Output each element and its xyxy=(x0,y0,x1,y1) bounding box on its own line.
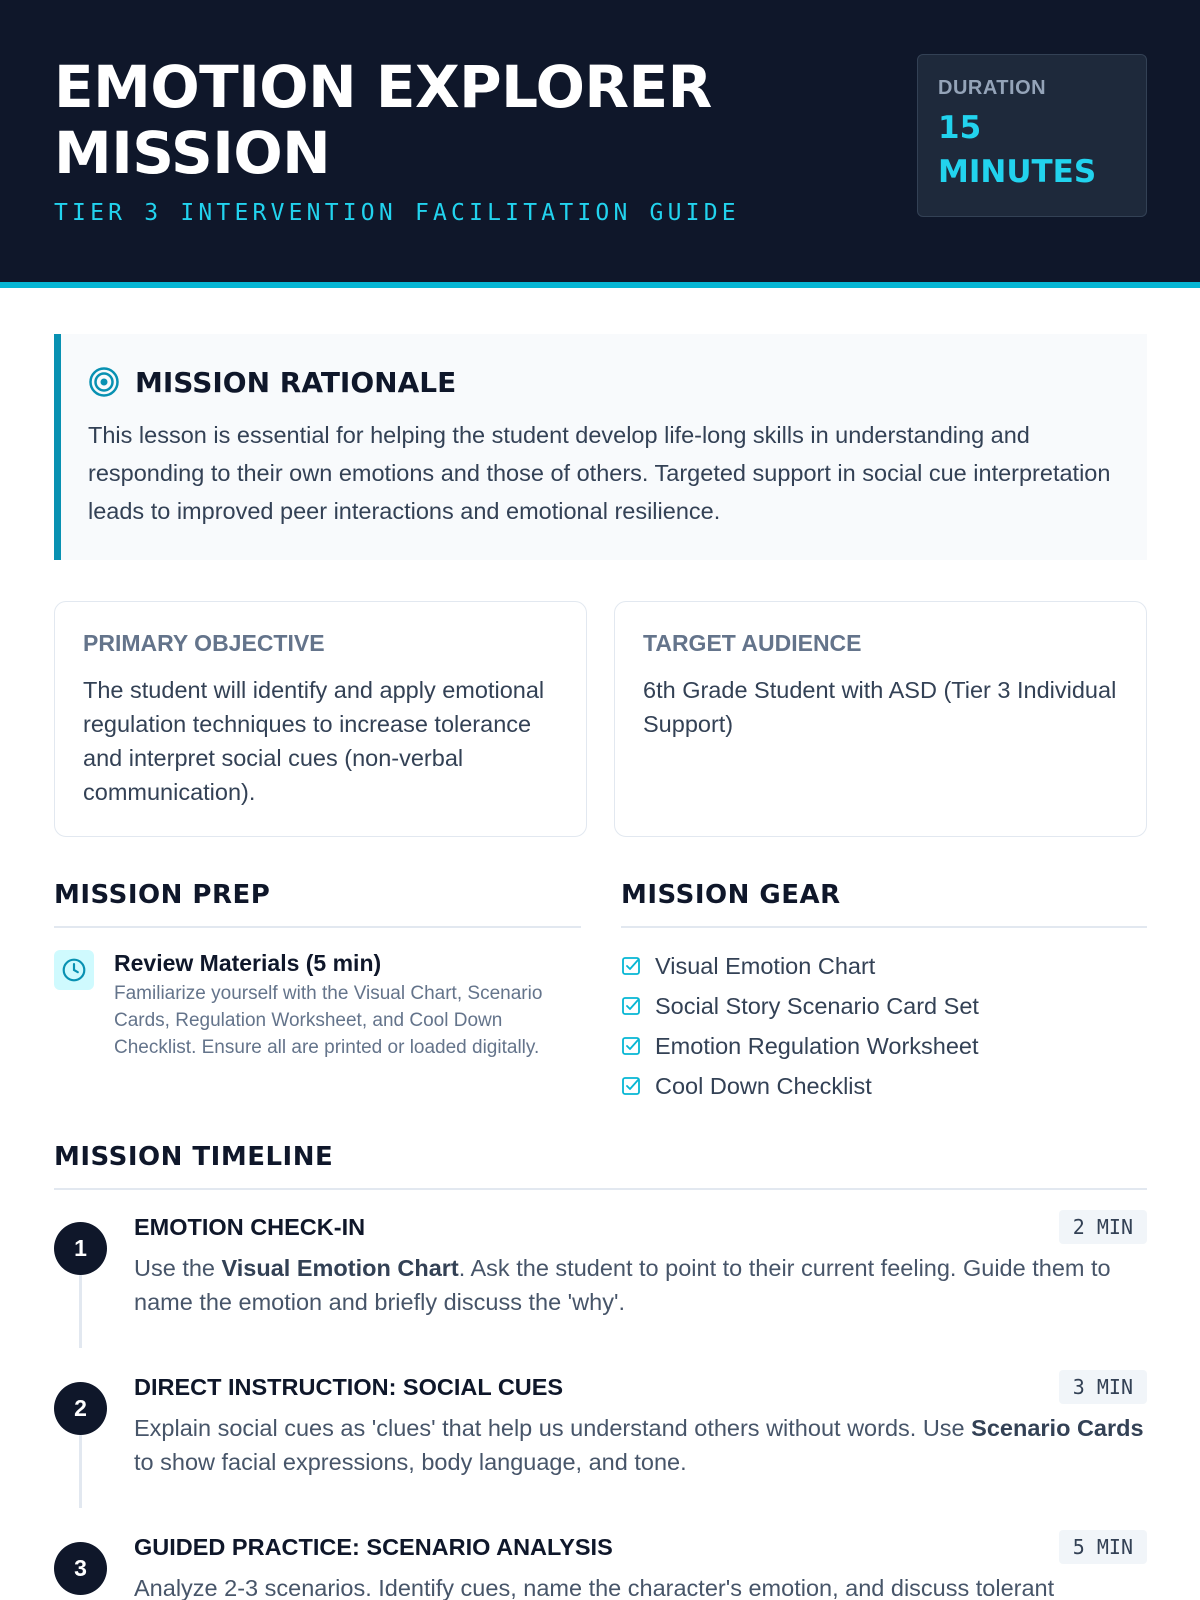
target-audience-card xyxy=(614,601,1147,837)
step-title: DIRECT INSTRUCTION: SOCIAL CUES xyxy=(134,1374,564,1400)
step-time-badge: 2 MIN xyxy=(1059,1210,1147,1244)
gear-item xyxy=(621,986,1147,1026)
step-number: 1 xyxy=(54,1222,107,1275)
gear-item-label: Emotion Regulation Worksheet xyxy=(655,1032,979,1059)
clock-icon-box xyxy=(54,950,94,990)
page-title: EMOTION EXPLORER MISSION xyxy=(54,53,712,187)
page-header xyxy=(0,0,1200,288)
step-text xyxy=(134,1251,1147,1319)
check-square-icon xyxy=(621,956,641,976)
objective-text: The student will identify and apply emotional regulation techniques to increase tolerance and interpret social cues (non-verbal communication). xyxy=(83,677,545,805)
step-time-badge: 5 MIN xyxy=(1059,1530,1147,1564)
timeline-step xyxy=(54,1372,1147,1502)
timeline-connector xyxy=(79,1435,82,1508)
duration-box xyxy=(917,54,1147,217)
check-square-icon xyxy=(621,1076,641,1096)
step-title: EMOTION CHECK-IN xyxy=(134,1214,366,1240)
target-icon xyxy=(88,366,120,398)
duration-label: DURATION xyxy=(938,77,1047,99)
step-number: 2 xyxy=(54,1382,107,1435)
prep-body xyxy=(114,950,581,1061)
step-number: 3 xyxy=(54,1542,107,1595)
prep-item-text: Familiarize yourself with the Visual Chart, Scenario Cards, Regulation Worksheet, and Cool Down Checklist. Ensure all are printed or loaded digitally. xyxy=(114,983,543,1058)
mission-rationale xyxy=(54,334,1147,560)
audience-text: 6th Grade Student with ASD (Tier 3 Individual Support) xyxy=(643,677,1117,737)
step-text-bold: Scenario Cards xyxy=(971,1415,1144,1441)
rationale-header xyxy=(88,362,1115,402)
gear-item xyxy=(621,1066,1147,1106)
step-time-badge: 3 MIN xyxy=(1059,1370,1147,1404)
step-text-part: Explain social cues as 'clues' that help us understand others without words. Use xyxy=(134,1415,972,1441)
gear-item xyxy=(621,946,1147,986)
duration-value: 15 MINUTES xyxy=(938,110,1097,190)
step-text-part: to show facial expressions, body language, and tone. xyxy=(134,1449,687,1475)
objective-label: PRIMARY OBJECTIVE xyxy=(83,630,325,656)
step-text xyxy=(134,1571,1147,1600)
step-text xyxy=(134,1411,1147,1479)
gear-item-label: Social Story Scenario Card Set xyxy=(655,992,979,1019)
step-text-bold: Visual Emotion Chart xyxy=(221,1255,459,1281)
mission-gear-title: MISSION GEAR xyxy=(621,880,1147,928)
audience-label: TARGET AUDIENCE xyxy=(643,630,862,656)
primary-objective-card xyxy=(54,601,587,837)
mission-timeline-title: MISSION TIMELINE xyxy=(54,1142,1147,1190)
timeline-step xyxy=(54,1212,1147,1342)
check-square-icon xyxy=(621,996,641,1016)
prep-item-title: Review Materials (5 min) xyxy=(114,950,382,976)
rationale-text: This lesson is essential for helping the student develop life-long skills in understanding and responding to their own emotions and those of others. Targeted support in social cue interpretation leads to improved peer interactions and emotional resilience. xyxy=(88,422,1111,524)
step-text-part: Use the xyxy=(134,1255,222,1281)
timeline-connector xyxy=(79,1275,82,1348)
timeline-step xyxy=(54,1532,1147,1600)
gear-item-label: Visual Emotion Chart xyxy=(655,952,876,979)
gear-list xyxy=(621,946,1147,1106)
step-title: GUIDED PRACTICE: SCENARIO ANALYSIS xyxy=(134,1534,613,1560)
page-subtitle: TIER 3 INTERVENTION FACILITATION GUIDE xyxy=(54,200,740,226)
gear-item xyxy=(621,1026,1147,1066)
rationale-title: MISSION RATIONALE xyxy=(135,365,457,399)
prep-item xyxy=(54,950,581,1061)
step-text-part: Analyze 2-3 scenarios. Identify cues, name the character's emotion, and discuss tolerant xyxy=(134,1575,1055,1600)
gear-item-label: Cool Down Checklist xyxy=(655,1072,872,1099)
clock-icon xyxy=(61,957,87,983)
mission-prep-title: MISSION PREP xyxy=(54,880,581,928)
check-square-icon xyxy=(621,1036,641,1056)
step-text-part: . Ask the student to point to their current feeling. Guide them to name the emotion and briefly discuss the 'why'. xyxy=(134,1255,1111,1315)
